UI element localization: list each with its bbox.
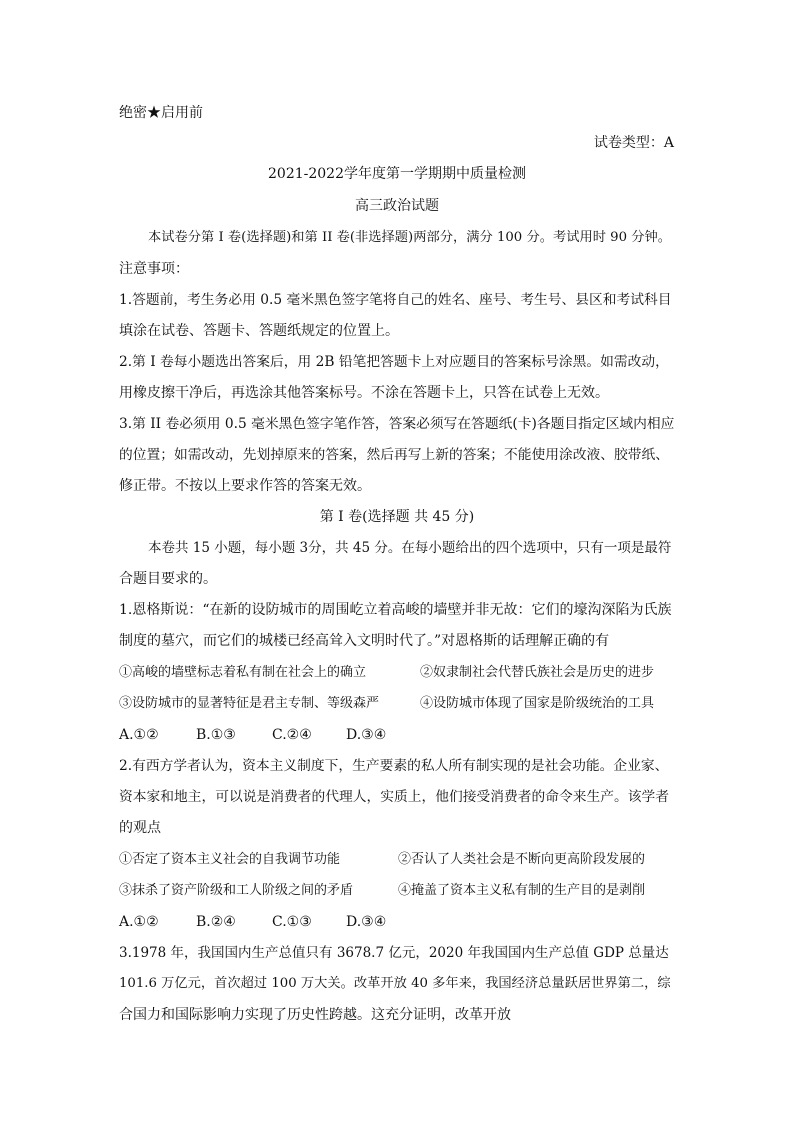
q2-stem-a: 2.有西方学者认为，资本主义制度下，生产要素的私人所有制实现的是社会功能。企业家、 — [119, 758, 669, 774]
q1-option-2: ②奴隶制社会代替氏族社会是历史的进步 — [420, 665, 655, 680]
q2-choice-a: A.①② — [119, 914, 159, 930]
q2-stem-b: 资本家和地主，可以说是消费者的代理人，实质上，他们接受消费者的命令来生产。该学者 — [119, 789, 670, 805]
paper-type: 试卷类型：A — [593, 135, 674, 151]
q1-choice-c: C.②④ — [272, 727, 312, 743]
q1-stem-b: 制度的墓穴，而它们的城楼已经高耸入文明时代了。”对恩格斯的话理解正确的有 — [119, 633, 610, 649]
confidential-mark: 绝密★启用前 — [119, 105, 203, 121]
notice-2b: 用橡皮擦干净后，再选涂其他答案标号。不涂在答题卡上，只答在试卷上无效。 — [119, 385, 609, 401]
notice-3c: 修正带。不按以上要求作答的答案无效。 — [119, 478, 371, 494]
notice-3b: 的位置；如需改动，先划掉原来的答案，然后再写上新的答案；不能使用涂改液、胶带纸、 — [119, 447, 670, 463]
intro-line: 本试卷分第 I 卷(选择题)和第 II 卷(非选择题)两部分，满分 100 分。考试用时 90 分钟。 — [148, 230, 671, 245]
q1-option-4: ④设防城市体现了国家是阶级统治的工具 — [420, 696, 655, 711]
q1-choice-b: B.①③ — [196, 727, 236, 743]
q1-stem-a: 1.恩格斯说：“在新的设防城市的周围屹立着高峻的墙壁并非无故：它们的壕沟深陷为氏族 — [119, 602, 672, 618]
q1-choice-a: A.①② — [119, 727, 159, 743]
section-title: 第 I 卷(选择题 共 45 分) — [319, 509, 475, 525]
section-desc-a: 本卷共 15 小题，每小题 3分，共 45 分。在每小题给出的四个选项中，只有一项是最符 — [148, 540, 672, 556]
notice-2a: 2.第 I 卷每小题选出答案后，用 2B 铅笔把答题卡上对应题目的答案标号涂黑。如需改动， — [119, 354, 669, 370]
notice-title: 注意事项： — [119, 261, 189, 277]
q3-stem-c: 合国力和国际影响力实现了历史性跨越。这充分证明，改革开放 — [119, 1007, 511, 1023]
q2-option-3: ③抹杀了资产阶级和工人阶级之间的矛盾 — [119, 883, 354, 898]
q1-choice-d: D.③④ — [346, 727, 387, 743]
q1-option-1: ①高峻的墙壁标志着私有制在社会上的确立 — [119, 665, 367, 680]
exam-subtitle: 高三政治试题 — [355, 198, 439, 214]
q2-choice-d: D.③④ — [346, 914, 387, 930]
q2-choice-b: B.②④ — [196, 914, 236, 930]
notice-1a: 1.答题前，考生务必用 0.5 毫米黑色签字笔将自己的姓名、座号、考生号、县区和考试科目 — [119, 292, 672, 308]
notice-1b: 填涂在试卷、答题卡、答题纸规定的位置上。 — [119, 323, 399, 339]
q2-option-2: ②否认了人类社会是不断向更高阶段发展的 — [398, 852, 646, 867]
q3-stem-b: 101.6 万亿元，首次超过 100 万大关。改革开放 40 多年来，我国经济总量跃居世界第二，综 — [119, 976, 671, 991]
section-desc-b: 合题目要求的。 — [119, 571, 217, 587]
q3-stem-a: 3.1978 年，我国国内生产总值只有 3678.7 亿元，2020 年我国国内生产总值 GDP 总量达 — [119, 945, 669, 961]
q2-option-1: ①否定了资本主义社会的自我调节功能 — [119, 852, 341, 867]
q2-stem-c: 的观点 — [119, 820, 161, 836]
q2-option-4: ④掩盖了资本主义私有制的生产目的是剥削 — [398, 883, 646, 898]
exam-title: 2021-2022学年度第一学期期中质量检测 — [268, 166, 526, 182]
q1-option-3: ③设防城市的显著特征是君主专制、等级森严 — [119, 696, 380, 711]
q2-choice-c: C.①③ — [272, 914, 312, 930]
notice-3a: 3.第 II 卷必须用 0.5 毫米黑色签字笔作答，答案必须写在答题纸(卡)各题目指定区域内相应 — [119, 416, 675, 432]
